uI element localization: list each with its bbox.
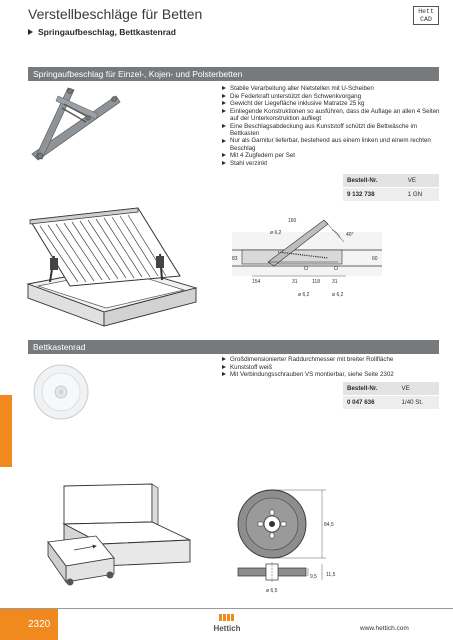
list-item: Die Federkraft unterstützt den Schwenkvorgang [222, 93, 444, 100]
ve-cell: 1/40 St. [398, 396, 439, 410]
section-heading-springaufbeschlag: Springaufbeschlag für Einzel-, Kojen- und Polsterbetten [28, 67, 439, 81]
lift-fitting-photo [28, 84, 124, 164]
list-item: Nur als Garnitur lieferbar, bestehend aus einem linken und einem rechten Beschlag [222, 137, 444, 151]
dim-label-118: 118 [312, 279, 320, 285]
list-item: Großdimensionierter Raddurchmesser mit breiter Rollfläche [222, 356, 444, 363]
list-item: Kunststoff weiß [222, 364, 444, 371]
dim-label-diameter: 84,5 [324, 522, 334, 528]
logo-text: Hettich [213, 624, 241, 633]
list-item: Einliegende Konstruktionen so ausführen, dass die Auflage an allen 4 Seiten auf der Unterkonstruktion aufliegt [222, 108, 444, 122]
order-number-cell: 0 047 636 [343, 396, 398, 410]
feature-list-springaufbeschlag [222, 85, 444, 167]
col-header-order-number: Bestell-Nr. [343, 174, 404, 188]
bed-castor-wheel-photo [30, 360, 96, 422]
dim-label-83: 83 [232, 256, 238, 262]
cad-badge[interactable] [413, 6, 439, 25]
col-header-ve: VE [404, 174, 439, 188]
footer-divider [0, 608, 453, 609]
section-heading-bettkastenrad: Bettkastenrad [28, 340, 439, 354]
ve-cell: 1 GN [404, 188, 439, 202]
page-subtitle [28, 27, 176, 37]
order-number-cell: 9 132 738 [343, 188, 404, 202]
table-row [343, 396, 439, 410]
table-header-row [343, 382, 439, 396]
order-table-springaufbeschlag [343, 174, 439, 201]
dim-label-154: 154 [252, 279, 261, 285]
bullet-triangle-icon [28, 29, 33, 35]
subtitle-text: Springaufbeschlag, Bettkastenrad [38, 27, 176, 37]
page-number: 2320 [0, 609, 58, 640]
feature-list-bettkastenrad [222, 356, 444, 379]
footer-url[interactable]: www.hettich.com [360, 625, 409, 632]
hettich-logo-icon [205, 612, 249, 636]
list-item: Eine Beschlagsabdeckung aus Kunststoff schützt die Bettwäsche im Bettkasten [222, 123, 444, 137]
chapter-side-tab [0, 395, 12, 467]
dim-label-hub-dia: ø 6,5 [266, 588, 278, 594]
cad-badge-line1: Hett [418, 8, 434, 15]
lift-fitting-dimension-drawing [228, 212, 386, 302]
list-item: Mit Verbindungsschrauben VS montierbar, siehe Seite 2302 [222, 371, 444, 378]
table-row [343, 188, 439, 202]
dim-label-dia-bottom2: ø 6,2 [332, 292, 344, 298]
page-title: Verstellbeschläge für Betten [28, 6, 203, 22]
list-item: Mit 4 Zugfedern per Set [222, 152, 444, 159]
dim-label-160: 160 [288, 218, 297, 224]
dim-label-dia-top: ø 6,2 [270, 230, 282, 236]
dim-label-width2: 11,5 [326, 572, 336, 578]
dim-label-31b: 31 [332, 279, 338, 285]
table-header-row [343, 174, 439, 188]
col-header-order-number: Bestell-Nr. [343, 382, 398, 396]
list-item: Stahl verzinkt [222, 160, 444, 167]
dim-label-angle: 40° [346, 232, 354, 238]
order-table-bettkastenrad [343, 382, 439, 409]
list-item: Gewicht der Liegefläche inklusive Matratze 25 kg [222, 100, 444, 107]
dim-label-60: 60 [372, 256, 378, 262]
dim-label-width1: 9,5 [310, 574, 317, 580]
bed-lift-illustration [20, 202, 210, 336]
bed-drawer-illustration [40, 478, 196, 590]
cad-badge-line2: CAD [420, 16, 432, 23]
wheel-dimension-drawing [226, 484, 356, 600]
col-header-ve: VE [398, 382, 439, 396]
list-item: Stabile Verarbeitung aller Nietstellen mit U-Scheiben [222, 85, 444, 92]
dim-label-dia-bottom1: ø 6,2 [298, 292, 310, 298]
dim-label-31a: 31 [292, 279, 298, 285]
